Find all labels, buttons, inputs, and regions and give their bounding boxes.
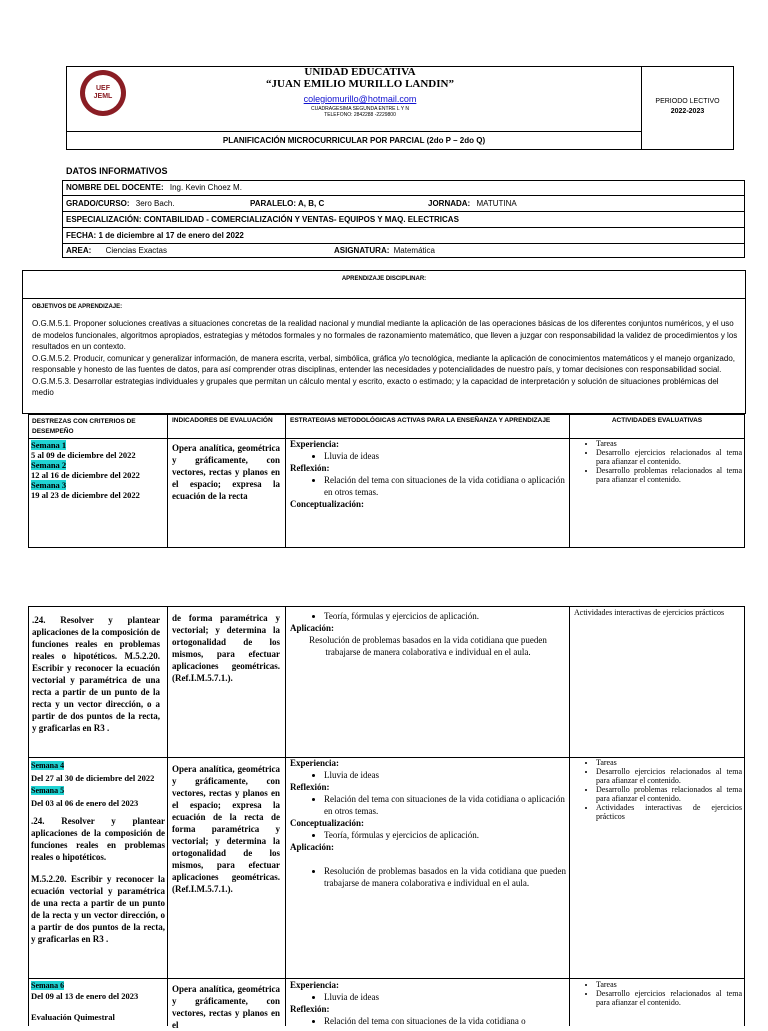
divider bbox=[569, 414, 570, 548]
page-break bbox=[0, 548, 768, 604]
experiencia-label: Experiencia: bbox=[290, 758, 339, 768]
jornada-row bbox=[428, 199, 517, 208]
area-label: AREA: bbox=[66, 246, 92, 255]
divider bbox=[62, 195, 745, 196]
aplicacion-text: Resolución de problemas basados en la vida cotidiana que pueden trabajarse de manera colaborativa e individual en el aula. bbox=[309, 635, 547, 657]
school-line2: “JUAN EMILIO MURILLO LANDIN” bbox=[266, 78, 454, 90]
divider bbox=[285, 606, 286, 1026]
area-row bbox=[66, 246, 167, 255]
aplicacion-list bbox=[290, 865, 566, 889]
grado-row bbox=[66, 199, 175, 208]
experiencia-item: • Lluvia de ideas bbox=[324, 991, 566, 1003]
experiencia-item: • Lluvia de ideas bbox=[324, 769, 566, 781]
col-header-indicadores: INDICADORES DE EVALUACIÓN bbox=[172, 417, 273, 424]
row4-actividades bbox=[574, 980, 742, 1024]
actividad-item: • Tareas bbox=[596, 439, 742, 448]
row1-destrezas bbox=[31, 440, 165, 500]
objetivo-3: O.G.M.5.3. Desarrollar estrategias individuales y grupales que permitan un cálculo mental y escrito, exacto o estimado; y la capacidad de interpretación y solución de situaciones problémicas del medio bbox=[32, 376, 719, 397]
week-1-badge: Semana 1 bbox=[31, 440, 67, 450]
grado-label: GRADO/CURSO: bbox=[66, 199, 130, 208]
actividades-list bbox=[574, 439, 742, 484]
area-value: Ciencias Exactas bbox=[105, 246, 167, 255]
week-6-dates: Del 09 al 13 de enero del 2023 bbox=[31, 991, 139, 1001]
paralelo-label: PARALELO: A, B, C bbox=[250, 199, 325, 208]
reflexion-label: Reflexión: bbox=[290, 782, 330, 792]
col-header-destrezas: DESTREZAS CON CRITERIOS DE DESEMPEÑO bbox=[32, 418, 136, 435]
week-1-dates: 5 al 09 de diciembre del 2022 bbox=[31, 450, 136, 460]
experiencia-list bbox=[290, 769, 566, 781]
week-5-badge: Semana 5 bbox=[31, 786, 65, 795]
reflexion-list bbox=[290, 793, 566, 817]
aprendizaje-heading: APRENDIZAJE DISCIPLINAR: bbox=[341, 276, 427, 282]
school-logo bbox=[80, 70, 126, 116]
row3-indicador: Opera analítica, geométrica y gráficamente, con vectores, rectas y planos en el espacio; expresa la ecuación de la recta de forma paramétrica y vectorial; y determina la ortogonalidad de los mismos, para efectuar aplicaciones geométricas. (Ref.I.M.5.7.1.). bbox=[172, 764, 280, 894]
experiencia-label: Experiencia: bbox=[290, 439, 339, 449]
actividades-list bbox=[574, 758, 742, 821]
periodo-value: 2022-2023 bbox=[670, 108, 705, 115]
asignatura-row bbox=[334, 246, 435, 255]
actividad-item: • Desarrollo ejercicios relacionados al tema para afianzar el contenido. bbox=[596, 989, 742, 1007]
row2-indicador: de forma paramétrica y vectorial; y determina la ortogonalidad de los mismos, para efectuar aplicaciones geométricas. (Ref.I.M.5.7.1.). bbox=[172, 613, 280, 683]
row1-actividades bbox=[574, 439, 742, 484]
divider bbox=[167, 606, 168, 1026]
week-3-dates: 19 al 23 de diciembre del 2022 bbox=[31, 490, 140, 500]
school-email-link[interactable]: colegiomurillo@hotmail.com bbox=[303, 94, 417, 104]
row2-destreza: .24. Resolver y plantear aplicaciones de la composición de funciones reales en problemas reales o hipotéticos. M.5.2.20. Escribir y reconocer la ecuación vectorial y paramétrica de una recta a partir de un punto de la recta y un vector dirección, o a partir de dos puntos de la recta, y graficarlas en R3 . bbox=[32, 615, 160, 733]
plan-title: PLANIFICACIÓN MICROCURRICULAR POR PARCIAL (2do P – 2do Q) bbox=[222, 136, 486, 145]
row4-estrategias bbox=[290, 979, 566, 1024]
conceptualizacion-list bbox=[290, 829, 566, 841]
teoria-item: • Teoría, fórmulas y ejercicios de aplicación. bbox=[324, 610, 566, 622]
row4-destrezas bbox=[31, 980, 165, 1023]
jornada-label: JORNADA: bbox=[428, 199, 471, 208]
row2-estrategias bbox=[290, 610, 566, 658]
divider bbox=[285, 414, 286, 548]
periodo-label: PERIODO LECTIVO bbox=[655, 98, 720, 105]
divider bbox=[569, 606, 570, 1026]
divider bbox=[62, 227, 745, 228]
actividad-item: • Desarrollo ejercicios relacionados al tema para afianzar el contenido. bbox=[596, 448, 742, 466]
week-6-badge: Semana 6 bbox=[31, 981, 65, 990]
reflexion-list bbox=[290, 474, 566, 498]
teoria-list bbox=[290, 610, 566, 622]
actividad-item: • Actividades interactivas de ejercicios prácticos bbox=[596, 803, 742, 821]
conceptualizacion-label: Conceptualización: bbox=[290, 499, 364, 509]
asignatura-label: ASIGNATURA: bbox=[334, 246, 390, 255]
row1-indicador: Opera analítica, geométrica y gráficamente, con vectores, rectas y planos en el espacio; expresa la ecuación de la recta bbox=[172, 443, 280, 501]
reflexion-item: • Relación del tema con situaciones de la vida cotidiana o aplicación en otros temas. bbox=[324, 793, 566, 817]
grado-value: 3ero Bach. bbox=[135, 199, 175, 208]
row2-actividades: Actividades interactivas de ejercicios prácticos bbox=[574, 608, 725, 617]
jornada-value: MATUTINA bbox=[476, 199, 517, 208]
objetivos-heading: OBJETIVOS DE APRENDIZAJE: bbox=[32, 304, 123, 310]
fecha: FECHA: 1 de diciembre al 17 de enero del 2022 bbox=[66, 231, 244, 240]
col-header-estrategias: ESTRATEGIAS METODOLÓGICAS ACTIVAS PARA LA ENSEÑANZA Y APRENDIZAJE bbox=[290, 417, 551, 424]
week-4-badge: Semana 4 bbox=[31, 761, 65, 770]
experiencia-item: • Lluvia de ideas bbox=[324, 450, 566, 462]
aplicacion-label: Aplicación: bbox=[290, 842, 334, 852]
actividades-list bbox=[574, 980, 742, 1007]
experiencia-list bbox=[290, 450, 566, 462]
reflexion-item: • Relación del tema con situaciones de la vida cotidiana o bbox=[324, 1015, 566, 1027]
reflexion-label: Reflexión: bbox=[290, 1004, 330, 1014]
row3-destreza-2: M.5.2.20. Escribir y reconocer la ecuación vectorial y paramétrica de una recta a partir de un punto de la recta y un vector dirección, o a partir de dos puntos de la recta, y graficarlas en R3 . bbox=[31, 874, 165, 944]
col-header-actividades: ACTIVIDADES EVALUATIVAS bbox=[611, 417, 703, 424]
conceptualizacion-item: • Teoría, fórmulas y ejercicios de aplicación. bbox=[324, 829, 566, 841]
school-address: CUADRAGESIMA SEGUNDA ENTRE L Y N bbox=[311, 106, 409, 112]
experiencia-label: Experiencia: bbox=[290, 980, 339, 990]
row1-estrategias bbox=[290, 438, 566, 510]
week-2-badge: Semana 2 bbox=[31, 460, 67, 470]
docente-row bbox=[66, 183, 242, 192]
reflexion-label: Reflexión: bbox=[290, 463, 330, 473]
objetivos-text bbox=[32, 318, 740, 399]
asignatura-value: Matemática bbox=[393, 246, 435, 255]
row3-destrezas bbox=[31, 759, 165, 945]
divider bbox=[62, 211, 745, 212]
reflexion-list bbox=[290, 1015, 566, 1027]
especializacion: ESPECIALIZACIÓN: CONTABILIDAD - COMERCIALIZACIÓN Y VENTAS- EQUIPOS Y MAQ. ELECTRICAS bbox=[66, 215, 459, 224]
divider bbox=[22, 298, 746, 299]
week-2-dates: 12 al 16 de diciembre del 2022 bbox=[31, 470, 140, 480]
actividad-item: • Tareas bbox=[596, 980, 742, 989]
reflexion-item: • Relación del tema con situaciones de la vida cotidiana o aplicación en otros temas. bbox=[324, 474, 566, 498]
school-phone: TELEFONO: 2842288 -2229800 bbox=[324, 112, 396, 118]
evaluacion-quimestral: Evaluación Quimestral bbox=[31, 1012, 115, 1022]
aplicacion-item: • Resolución de problemas basados en la vida cotidiana que pueden trabajarse de manera colaborativa e individual en el aula. bbox=[324, 865, 566, 889]
objetivo-2: O.G.M.5.2. Producir, comunicar y generalizar información, de manera escrita, verbal, simbólica, gráfica y/o tecnológica, mediante la aplicación de conocimientos matemáticos y el manejo organizado, responsable y honesto de las fuentes de datos, para así comprender otras disciplinas, entender las necesidades y potencialidades de nuestro país, y tomar decisiones con responsabilidad social. bbox=[32, 353, 736, 374]
aplicacion-label: Aplicación: bbox=[290, 623, 334, 633]
row3-actividades bbox=[574, 758, 742, 821]
row3-destreza-1: .24. Resolver y plantear aplicaciones de la composición de funciones reales en problemas reales o hipotéticos. bbox=[31, 816, 165, 862]
datos-heading: DATOS INFORMATIVOS bbox=[66, 166, 168, 176]
week-3-badge: Semana 3 bbox=[31, 480, 67, 490]
actividad-item: • Desarrollo problemas relacionados al tema para afianzar el contenido. bbox=[596, 785, 742, 803]
objetivo-1: O.G.M.5.1. Proponer soluciones creativas a situaciones concretas de la realidad nacional y mundial mediante la aplicación de las operaciones básicas de los diferentes conjuntos numéricos, y el uso de modelos funcionales, algoritmos apropiados, estrategias y métodos formales y no formales de razonamiento matemático, que lleven a juzgar con responsabilidad la validez de procedimientos y los resultados en un contexto. bbox=[32, 319, 738, 351]
actividad-item: • Desarrollo problemas relacionados al tema para afianzar el contenido. bbox=[596, 466, 742, 484]
week-5-dates: Del 03 al 06 de enero del 2023 bbox=[31, 798, 139, 808]
docente-label: NOMBRE DEL DOCENTE: bbox=[66, 183, 164, 192]
divider bbox=[62, 243, 745, 244]
school-line1: UNIDAD EDUCATIVA bbox=[304, 66, 416, 78]
actividad-item: • Tareas bbox=[596, 758, 742, 767]
week-4-dates: Del 27 al 30 de diciembre del 2022 bbox=[31, 773, 155, 783]
logo-text: UEF JEML bbox=[93, 85, 113, 100]
actividad-item: • Desarrollo ejercicios relacionados al tema para afianzar el contenido. bbox=[596, 767, 742, 785]
docente-value: Ing. Kevin Choez M. bbox=[169, 183, 242, 192]
experiencia-list bbox=[290, 991, 566, 1003]
row3-estrategias bbox=[290, 757, 566, 889]
conceptualizacion-label: Conceptualización: bbox=[290, 818, 364, 828]
divider bbox=[167, 414, 168, 548]
row4-indicador: Opera analítica, geométrica y gráficamente, con vectores, rectas y planos en el bbox=[172, 984, 280, 1030]
